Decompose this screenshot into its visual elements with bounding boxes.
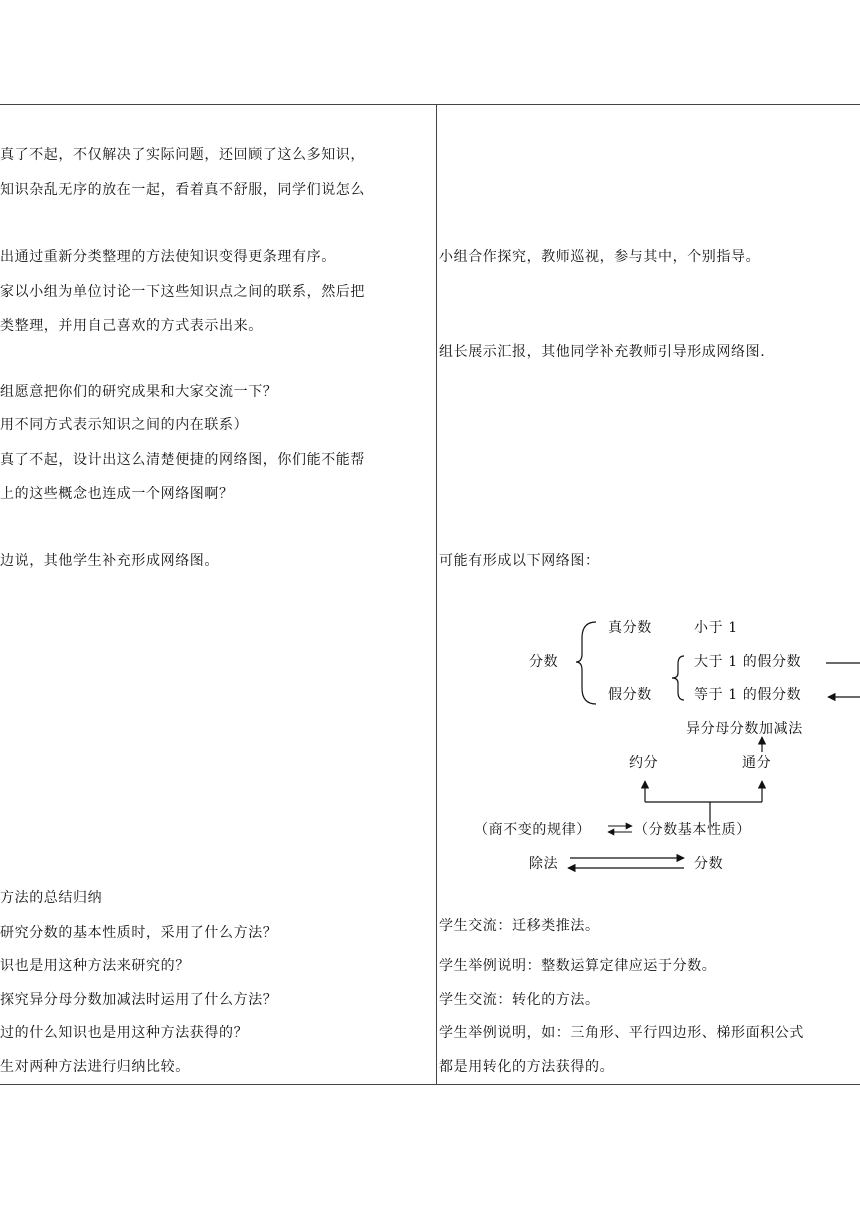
node-equal-to-one: 等于 1 的假分数 — [694, 687, 802, 703]
right-line-8: 都是用转化的方法获得的。 — [439, 1059, 615, 1075]
main-brace — [576, 622, 596, 704]
right-line-5: 学生举例说明：整数运算定律应运于分数。 — [439, 958, 717, 974]
node-fraction: 分数 — [529, 654, 559, 670]
left-line-1: 真了不起，不仅解决了实际问题，还回顾了这么多知识， — [0, 147, 365, 163]
node-division: 除法 — [529, 856, 559, 872]
node-greater-than-one: 大于 1 的假分数 — [694, 654, 802, 670]
left-line-7: 用不同方式表示知识之间的内在联系） — [0, 417, 249, 433]
right-line-2: 组长展示汇报，其他同学补充教师引导形成网络图. — [439, 344, 766, 360]
node-unlike-denominator: 异分母分数加减法 — [686, 721, 803, 737]
left-line-15: 过的什么知识也是用这种方法获得的？ — [0, 1025, 249, 1041]
left-line-5: 类整理，并用自己喜欢的方式表示出来。 — [0, 318, 263, 334]
right-line-4: 学生交流：迁移类推法。 — [439, 918, 600, 934]
left-line-4: 家以小组为单位讨论一下这些知识点之间的联系，然后把 — [0, 284, 365, 300]
left-line-12: 研究分数的基本性质时，采用了什么方法？ — [0, 925, 278, 941]
left-line-6: 组愿意把你们的研究成果和大家交流一下？ — [0, 384, 278, 400]
sub-brace — [672, 656, 684, 700]
left-line-10: 边说，其他学生补充形成网络图。 — [0, 553, 219, 569]
node-basic-property: （分数基本性质） — [634, 822, 751, 838]
node-fraction-bottom: 分数 — [694, 856, 724, 872]
left-line-9: 上的这些概念也连成一个网络图啊？ — [0, 486, 234, 502]
node-common-denominator: 通分 — [742, 755, 772, 771]
left-line-11: 方法的总结归纳 — [0, 890, 103, 906]
right-line-6: 学生交流：转化的方法。 — [439, 992, 600, 1008]
node-reduction: 约分 — [629, 755, 659, 771]
left-line-16: 生对两种方法进行归纳比较。 — [0, 1059, 190, 1075]
left-line-8: 真了不起，设计出这么清楚便捷的网络图，你们能不能帮 — [0, 452, 365, 468]
left-line-2: 知识杂乱无序的放在一起，看着真不舒服，同学们说怎么 — [0, 182, 365, 198]
right-line-7: 学生举例说明，如：三角形、平行四边形、梯形面积公式 — [439, 1025, 804, 1041]
node-proper-fraction: 真分数 — [608, 620, 652, 636]
node-quotient-rule: （商不变的规律） — [474, 822, 591, 838]
left-line-3: 出通过重新分类整理的方法使知识变得更条理有序。 — [0, 249, 336, 265]
left-line-13: 识也是用这种方法来研究的？ — [0, 958, 190, 974]
right-line-1: 小组合作探究，教师巡视，参与其中，个别指导。 — [439, 249, 761, 265]
node-less-than-one: 小于 1 — [694, 620, 738, 636]
node-improper-fraction: 假分数 — [608, 687, 652, 703]
left-line-14: 探究异分母分数加减法时运用了什么方法？ — [0, 992, 278, 1008]
right-line-3: 可能有形成以下网络图： — [439, 553, 600, 569]
